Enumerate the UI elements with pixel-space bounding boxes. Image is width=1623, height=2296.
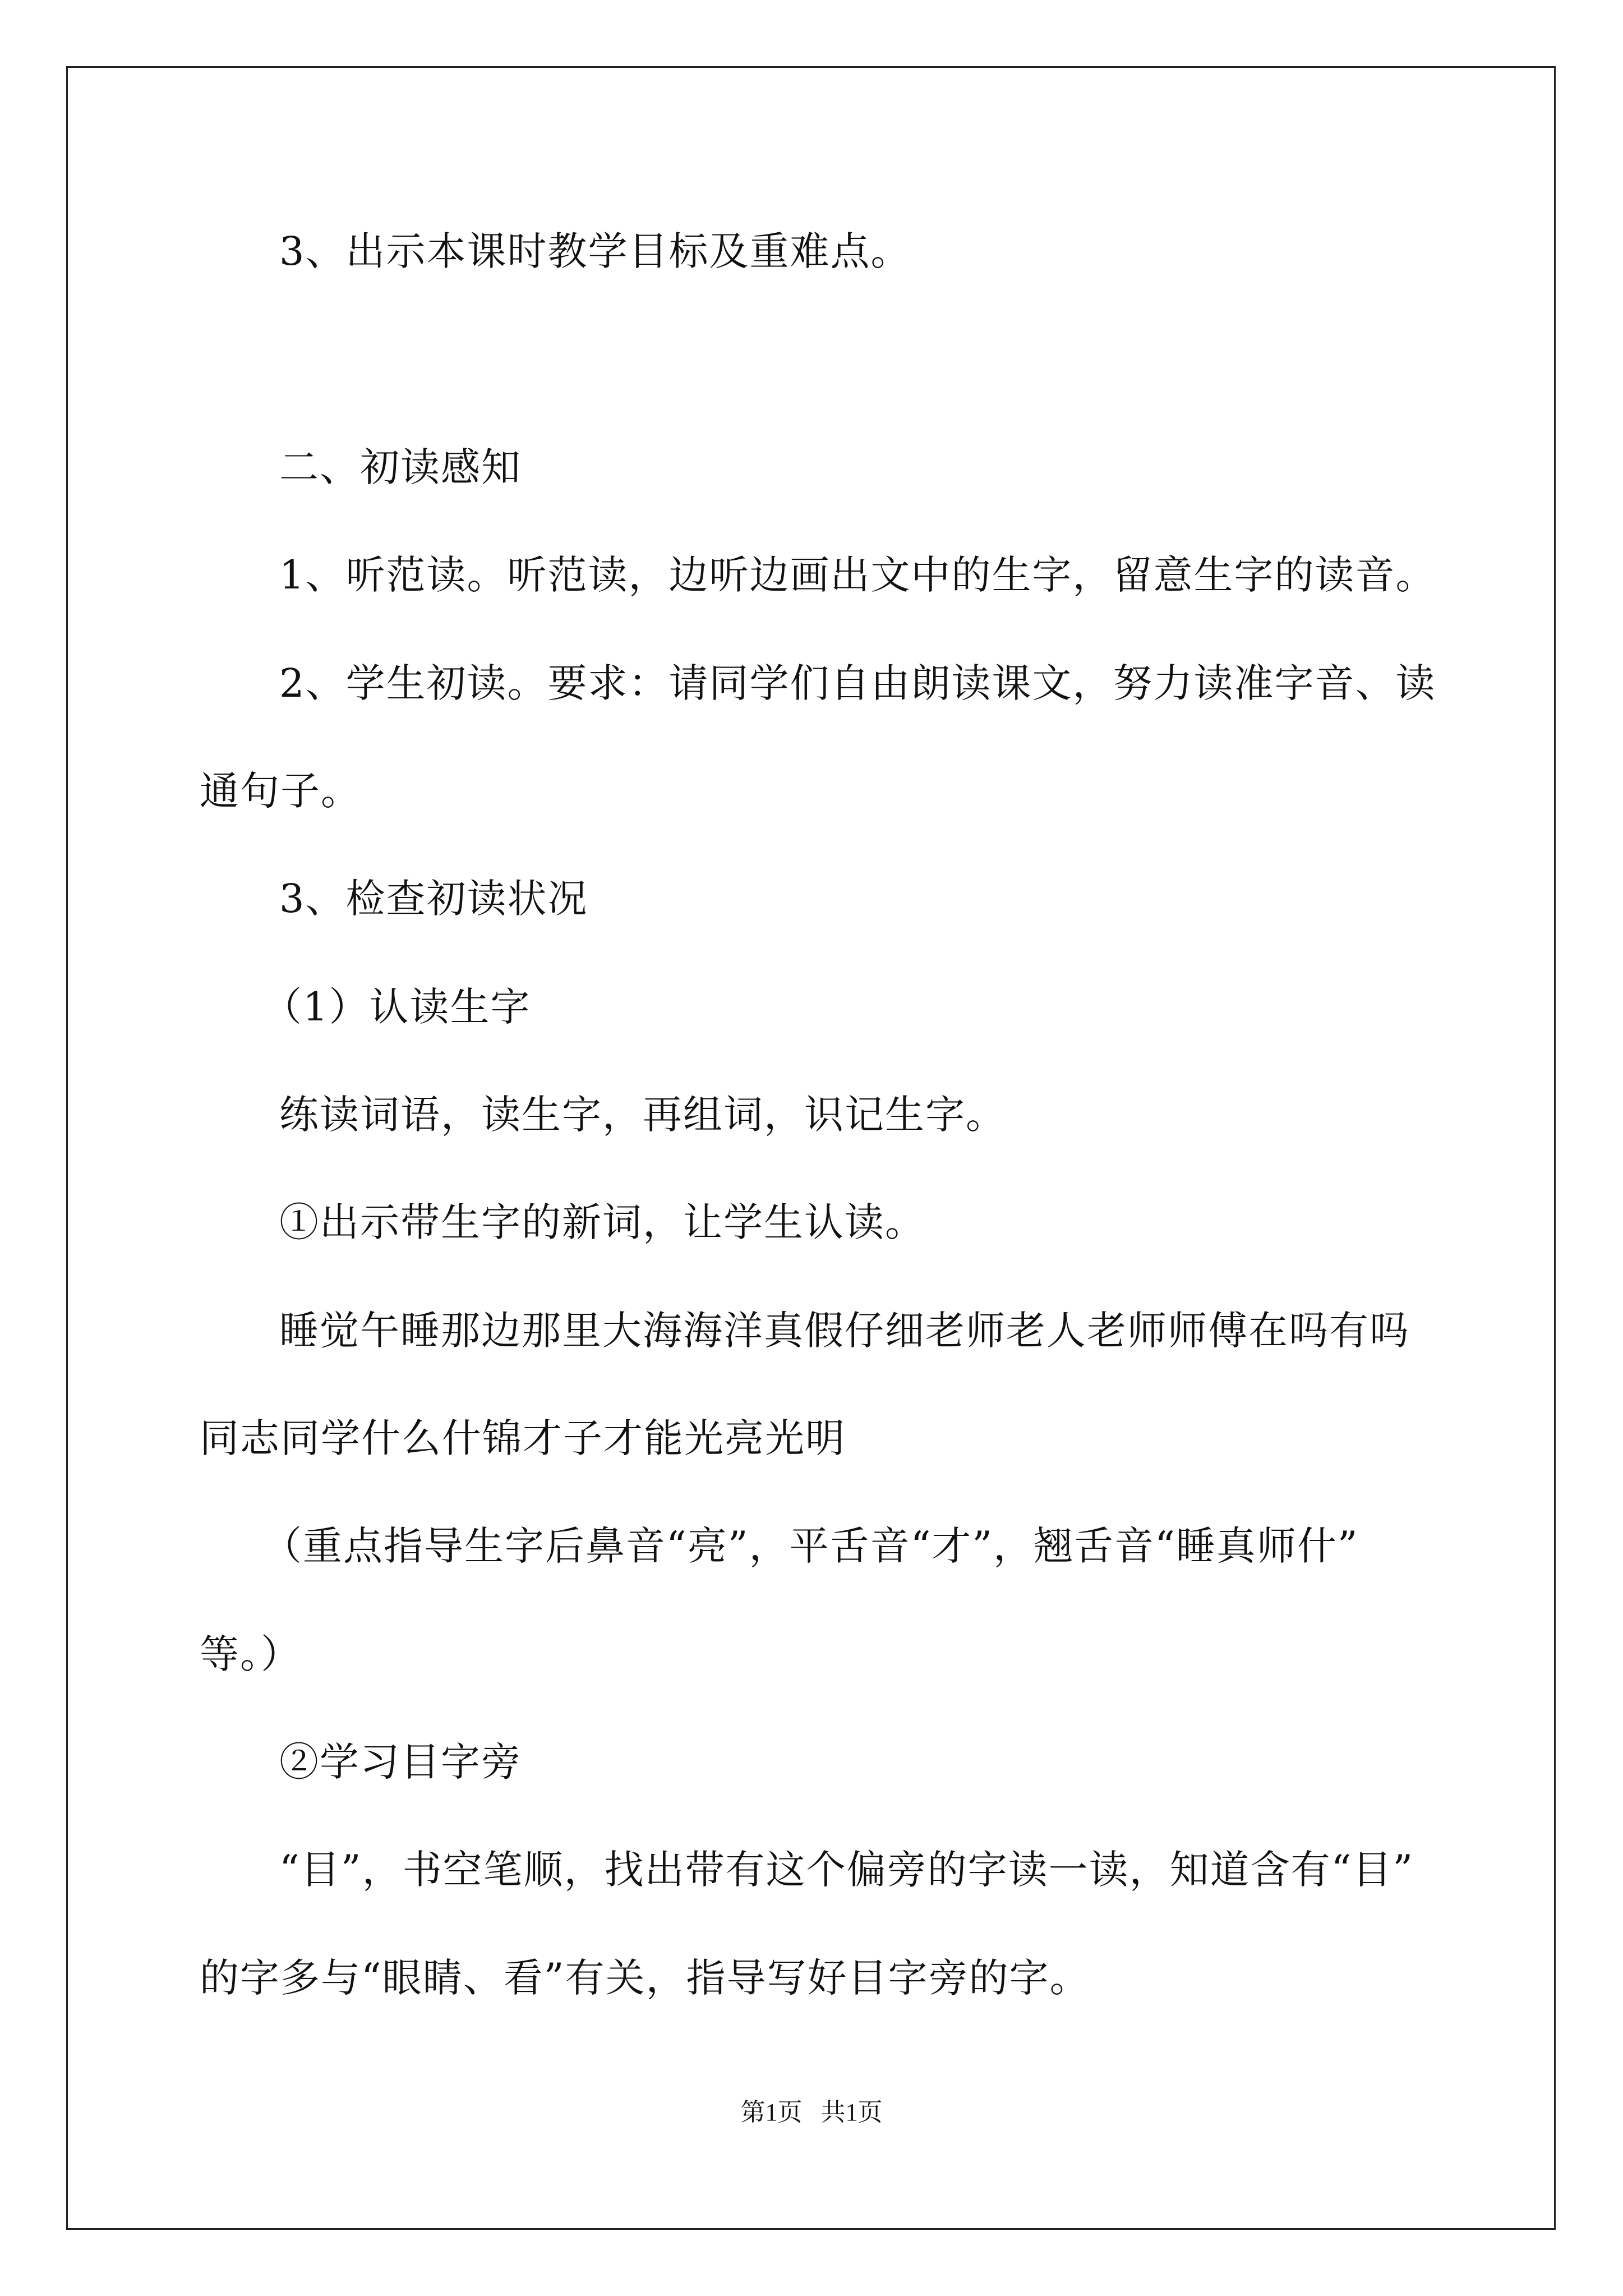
paragraph-line: “目”，书空笔顺，找出带有这个偏旁的字读一读，知道含有“目” <box>279 1847 1414 1893</box>
paragraph-line: ①出示带生字的新词，让学生认读。 <box>279 1199 925 1245</box>
section-heading: 二、初读感知 <box>279 444 522 490</box>
paragraph-line: （1）认读生字 <box>262 984 531 1030</box>
paragraph-line: 睡觉午睡那边那里大海海洋真假仔细老师老人老师师傅在吗有吗 <box>279 1308 1410 1354</box>
paragraph-line: 的字多与“眼睛、看”有关，指导写好目字旁的字。 <box>200 1955 1090 2001</box>
paragraph-line: 3、检查初读状况 <box>279 876 588 922</box>
paragraph-line: 练读词语，读生字，再组词，识记生字。 <box>279 1092 1006 1138</box>
paragraph-line: ②学习目字旁 <box>279 1739 522 1785</box>
paragraph-line: 2、学生初读。要求：请同学们自由朗读课文，努力读准字音、读 <box>279 660 1436 706</box>
paragraph-line: 同志同学什么什锦才子才能光亮光明 <box>200 1415 846 1461</box>
page-border <box>66 66 1556 2230</box>
paragraph-line: 1、听范读。听范读，边听边画出文中的生字，留意生字的读音。 <box>279 552 1436 598</box>
paragraph-line: 等。） <box>200 1631 301 1677</box>
page-footer: 第1页 共1页 <box>740 2099 883 2126</box>
paragraph-line: 通句子。 <box>200 768 361 814</box>
paragraph-line: 3、出示本课时教学目标及重难点。 <box>279 228 911 274</box>
paragraph-line: （重点指导生字后鼻音“亮”，平舌音“才”，翘舌音“睡真师什” <box>262 1523 1359 1569</box>
